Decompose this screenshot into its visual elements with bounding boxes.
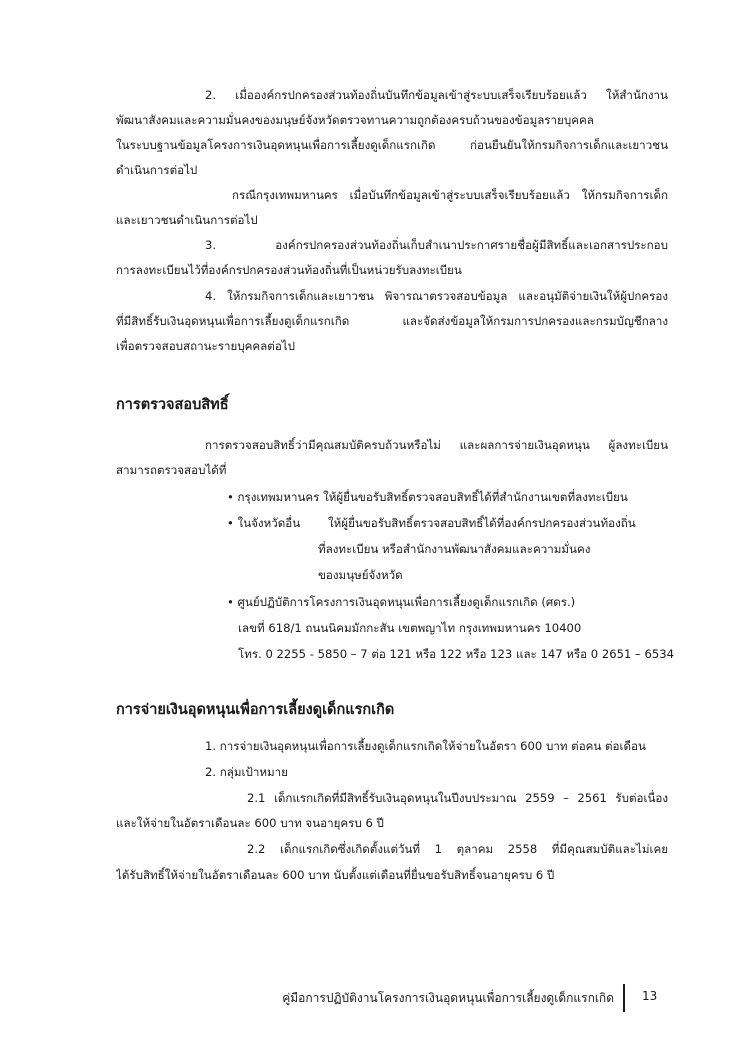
bullet-operations-center-line-1: ศูนย์ปฏิบัติการโครงการเงินอุดหนุนเพื่อการเลี้ยงดูเด็กแรกเกิด (ศดร.)	[237, 595, 576, 609]
bullet-operations-center-line-2: เลขที่ 618/1 ถนนนิคมมักกะสัน เขตพญาไท กรุงเทพมหานคร 10400	[238, 621, 582, 635]
bullet-operations-center-line-3: โทร. 0 2255 - 5850 – 7 ต่อ 121 หรือ 122 หรือ 123 และ 147 หรือ 0 2651 – 6534	[238, 647, 675, 661]
paragraph-2-line-1: 2. เมื่อองค์กรปกครองส่วนท้องถิ่นบันทึกข้อมูลเข้าสู่ระบบเสร็จเรียบร้อยแล้ว ให้สำนักงาน	[205, 88, 668, 102]
bullet-bangkok	[227, 488, 628, 506]
paragraph-2-line-2: พัฒนาสังคมและความมั่นคงของมนุษย์จังหวัดตรวจทานความถูกต้องครบถ้วนของข้อมูลรายบุคคล	[116, 113, 594, 127]
bullet-other-province	[227, 514, 300, 532]
footer-divider	[623, 984, 625, 1012]
payment-item-1: 1. การจ่ายเงินอุดหนุนเพื่อการเลี้ยงดูเด็กแรกเกิดให้จ่ายในอัตรา 600 บาท ต่อคน ต่อเดือน	[205, 739, 646, 753]
footer-title: คู่มือการปฏิบัติงานโครงการเงินอุดหนุนเพื่อการเลี้ยงดูเด็กแรกเกิด	[282, 991, 614, 1005]
paragraph-3-line-1: 3. องค์กรปกครองส่วนท้องถิ่นเก็บสำเนาประกาศรายชื่อผู้มีสิทธิ์และเอกสารประกอบ	[205, 238, 668, 252]
bullet-other-province-line-1: ให้ผู้ยื่นขอรับสิทธิ์ตรวจสอบสิทธิ์ได้ที่องค์กรปกครองส่วนท้องถิ่น	[328, 516, 636, 530]
bullet-bangkok-text: กรุงเทพมหานคร ให้ผู้ยื่นขอรับสิทธิ์ตรวจสอบสิทธิ์ได้ที่สำนักงานเขตที่ลงทะเบียน	[237, 490, 628, 504]
page-number: 13	[642, 989, 658, 1003]
paragraph-4-line-1: 4. ให้กรมกิจการเด็กและเยาวชน พิจารณาตรวจสอบข้อมูล และอนุมัติจ่ายเงินให้ผู้ปกครอง	[205, 289, 668, 303]
bullet-dot-icon: •	[227, 595, 234, 609]
target-2-2-line-2: ได้รับสิทธิ์ให้จ่ายในอัตราเดือนละ 600 บาท นับตั้งแต่เดือนที่ยื่นขอรับสิทธิ์จนอายุครบ 6 ปี	[116, 868, 555, 882]
bullet-other-province-line-3: ของมนุษย์จังหวัด	[318, 568, 403, 582]
paragraph-4-line-3: เพื่อตรวจสอบสถานะรายบุคคลต่อไป	[116, 339, 295, 353]
rights-intro-line-1: การตรวจสอบสิทธิ์ว่ามีคุณสมบัติครบถ้วนหรือไม่ และผลการจ่ายเงินอุดหนุน ผู้ลงทะเบียน	[205, 438, 668, 452]
target-2-1-line-2: และให้จ่ายในอัตราเดือนละ 600 บาท จนอายุครบ 6 ปี	[116, 816, 384, 830]
paragraph-3-line-2: การลงทะเบียนไว้ที่องค์กรปกครองส่วนท้องถิ่นที่เป็นหน่วยรับลงทะเบียน	[116, 263, 462, 277]
bkk-case-line-1: กรณีกรุงเทพมหานคร เมื่อบันทึกข้อมูลเข้าสู่ระบบเสร็จเรียบร้อยแล้ว ให้กรมกิจการเด็ก	[232, 188, 668, 202]
paragraph-2-line-4: ดำเนินการต่อไป	[116, 163, 198, 177]
bullet-operations-center	[227, 593, 575, 611]
bullet-other-province-label: ในจังหวัดอื่น	[237, 516, 301, 530]
paragraph-2-line-3: ในระบบฐานข้อมูลโครงการเงินอุดหนุนเพื่อการเลี้ยงดูเด็กแรกเกิด ก่อนยืนยันให้กรมกิจการเด็กและเยาวชน	[116, 138, 668, 152]
bullet-dot-icon: •	[227, 516, 234, 530]
heading-subsidy-payment: การจ่ายเงินอุดหนุนเพื่อการเลี้ยงดูเด็กแรกเกิด	[116, 702, 395, 718]
paragraph-4-line-2: ที่มีสิทธิ์รับเงินอุดหนุนเพื่อการเลี้ยงดูเด็กแรกเกิด และจัดส่งข้อมูลให้กรมการปกครองและกรมบัญชีกลาง	[116, 314, 668, 328]
bullet-other-province-line-2: ที่ลงทะเบียน หรือสำนักงานพัฒนาสังคมและความมั่นคง	[318, 542, 591, 556]
heading-rights-check: การตรวจสอบสิทธิ์	[116, 397, 229, 413]
target-2-2-line-1: 2.2 เด็กแรกเกิดซึ่งเกิดตั้งแต่วันที่ 1 ตุลาคม 2558 ที่มีคุณสมบัติและไม่เคย	[247, 842, 668, 856]
target-2-1-line-1: 2.1 เด็กแรกเกิดที่มีสิทธิ์รับเงินอุดหนุนในปีงบประมาณ 2559 – 2561 รับต่อเนื่อง	[247, 791, 668, 805]
bkk-case-line-2: และเยาวชนดำเนินการต่อไป	[116, 213, 258, 227]
rights-intro-line-2: สามารถตรวจสอบได้ที่	[116, 463, 227, 477]
bullet-dot-icon: •	[227, 490, 234, 504]
payment-item-2: 2. กลุ่มเป้าหมาย	[205, 765, 288, 779]
